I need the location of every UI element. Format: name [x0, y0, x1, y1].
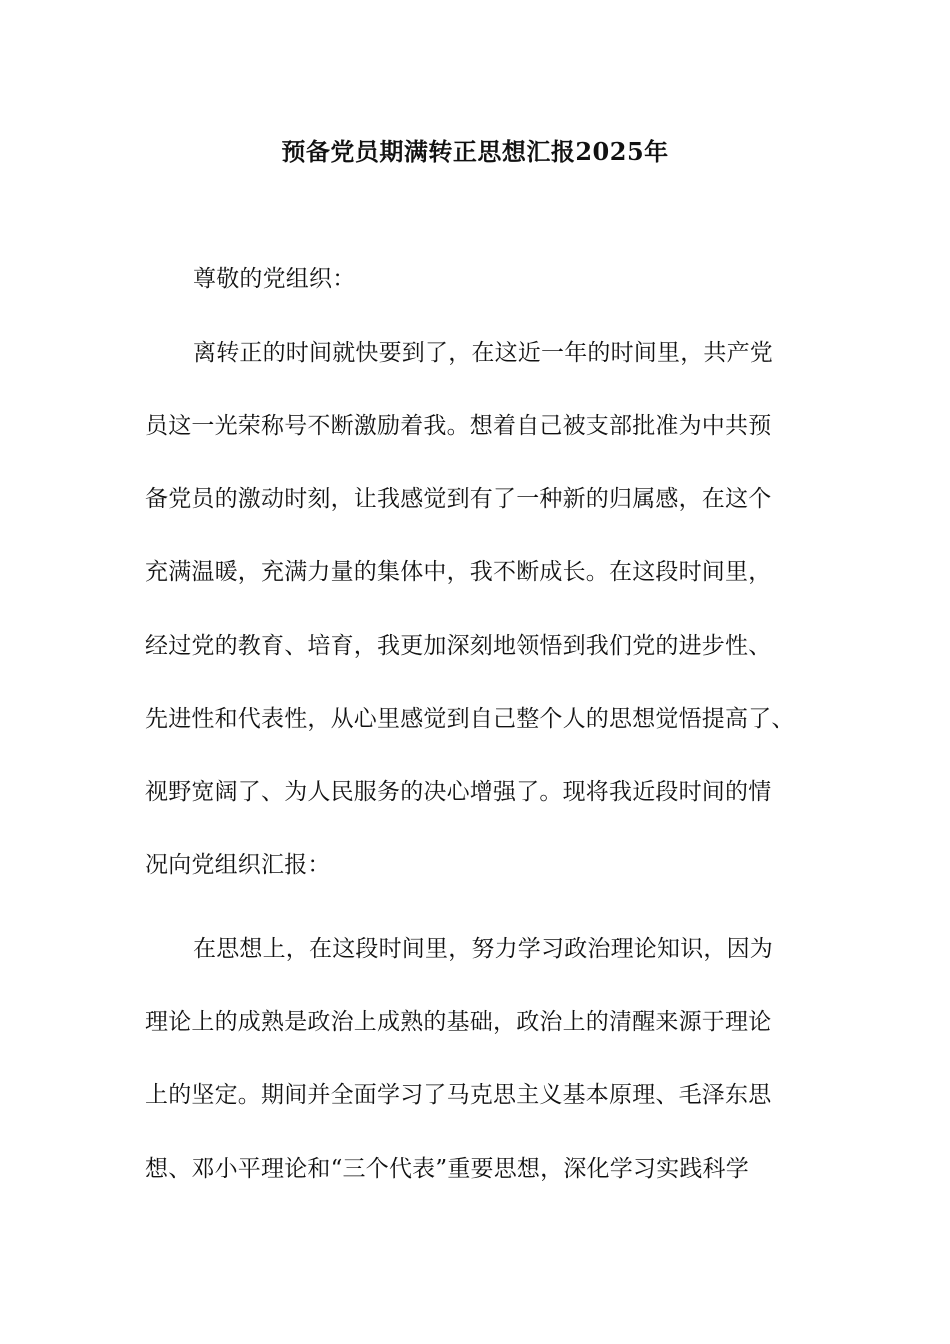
- paragraph-line: 员这一光荣称号不断激励着我。想着自己被支部批准为中共预: [145, 413, 772, 439]
- paragraph-line: 经过党的教育、培育，我更加深刻地领悟到我们党的进步性、: [145, 633, 772, 659]
- paragraph-line: 视野宽阔了、为人民服务的决心增强了。现将我近段时间的情: [145, 779, 772, 805]
- paragraph-line: 想、邓小平理论和“三个代表”重要思想，深化学习实践科学: [145, 1156, 749, 1182]
- paragraph-line: 备党员的激动时刻，让我感觉到有了一种新的归属感，在这个: [145, 486, 772, 512]
- paragraph-line: 离转正的时间就快要到了，在这近一年的时间里，共产党: [193, 340, 773, 366]
- paragraph-line: 况向党组织汇报：: [145, 852, 331, 878]
- paragraph-line: 充满温暖，充满力量的集体中，我不断成长。在这段时间里，: [145, 559, 772, 585]
- paragraph-line: 上的坚定。期间并全面学习了马克思主义基本原理、毛泽东思: [145, 1082, 772, 1108]
- paragraph-line: 理论上的成熟是政治上成熟的基础，政治上的清醒来源于理论: [145, 1009, 772, 1035]
- paragraph-line: 先进性和代表性，从心里感觉到自己整个人的思想觉悟提高了、: [145, 706, 795, 732]
- salutation: 尊敬的党组织：: [193, 266, 356, 292]
- document-title: 预备党员期满转正思想汇报2025年: [281, 137, 669, 166]
- paragraph-line: 在思想上，在这段时间里，努力学习政治理论知识，因为: [193, 936, 773, 962]
